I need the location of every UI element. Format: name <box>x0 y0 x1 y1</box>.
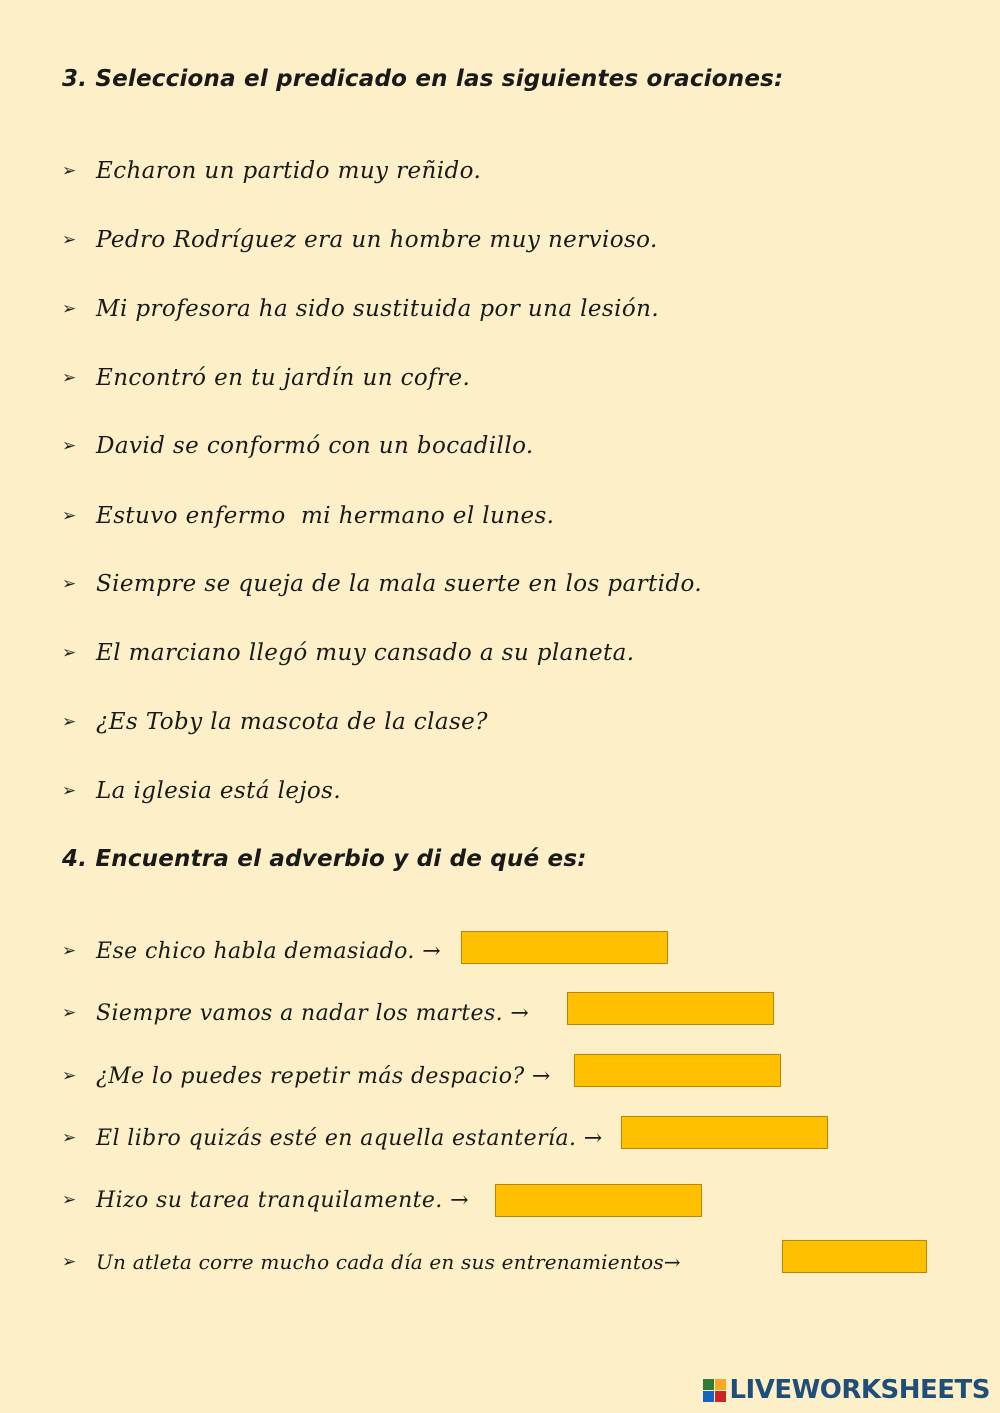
sentence-text: Siempre vamos a nadar los martes. → <box>96 1000 530 1026</box>
answer-input-5[interactable] <box>495 1184 702 1217</box>
predicate-item-9[interactable] <box>62 704 488 740</box>
predicate-item-2[interactable] <box>62 222 658 258</box>
predicate-item-5[interactable] <box>62 428 534 464</box>
answer-input-2[interactable] <box>567 992 774 1025</box>
sentence-text: ¿Me lo puedes repetir más despacio? → <box>96 1063 551 1089</box>
arrow-bullet-icon: ➢ <box>62 161 77 181</box>
arrow-bullet-icon: ➢ <box>62 574 77 594</box>
adverb-item-2 <box>62 995 529 1031</box>
adverb-item-3 <box>62 1058 551 1094</box>
adverb-item-5 <box>62 1182 469 1218</box>
arrow-bullet-icon: ➢ <box>62 1003 77 1023</box>
arrow-bullet-icon: ➢ <box>62 643 77 663</box>
adverb-item-1 <box>62 933 441 969</box>
arrow-bullet-icon: ➢ <box>62 506 77 526</box>
predicate-item-7[interactable] <box>62 566 702 602</box>
arrow-bullet-icon: ➢ <box>62 299 77 319</box>
answer-input-4[interactable] <box>621 1116 828 1149</box>
predicate-item-3[interactable] <box>62 291 659 327</box>
sentence-text[interactable]: David se conformó con un bocadillo. <box>96 433 534 459</box>
sentence-text[interactable]: Estuvo enfermo mi hermano el lunes. <box>96 503 555 529</box>
arrow-bullet-icon: ➢ <box>62 781 77 801</box>
arrow-bullet-icon: ➢ <box>62 941 77 961</box>
adverb-item-4 <box>62 1120 603 1156</box>
logo-text: LIVEWORKSHEETS <box>729 1375 990 1405</box>
arrow-bullet-icon: ➢ <box>62 1190 77 1210</box>
liveworksheets-mark-icon <box>703 1379 726 1402</box>
adverb-item-6 <box>62 1244 681 1280</box>
section-4-heading: 4. Encuentra el adverbio y di de qué es: <box>62 846 587 872</box>
arrow-bullet-icon: ➢ <box>62 712 77 732</box>
sentence-text[interactable]: ¿Es Toby la mascota de la clase? <box>96 709 488 735</box>
sentence-text[interactable]: Mi profesora ha sido sustituida por una lesión. <box>96 296 660 322</box>
sentence-text: Ese chico habla demasiado. → <box>96 938 442 964</box>
liveworksheets-logo <box>703 1375 990 1405</box>
answer-input-1[interactable] <box>461 931 668 964</box>
arrow-bullet-icon: ➢ <box>62 1128 77 1148</box>
predicate-item-1[interactable] <box>62 153 481 189</box>
answer-input-6[interactable] <box>782 1240 927 1273</box>
section-3-heading: 3. Selecciona el predicado en las siguientes oraciones: <box>62 66 784 92</box>
predicate-item-4[interactable] <box>62 360 470 396</box>
predicate-item-6[interactable] <box>62 498 554 534</box>
sentence-text: El libro quizás esté en aquella estantería. → <box>96 1125 603 1151</box>
arrow-bullet-icon: ➢ <box>62 1066 77 1086</box>
sentence-text[interactable]: La iglesia está lejos. <box>96 778 342 804</box>
arrow-bullet-icon: ➢ <box>62 1252 77 1272</box>
sentence-text[interactable]: Encontró en tu jardín un cofre. <box>96 365 471 391</box>
sentence-text: Un atleta corre mucho cada día en sus entrenamientos→ <box>96 1250 681 1274</box>
sentence-text[interactable]: El marciano llegó muy cansado a su planeta. <box>96 640 635 666</box>
arrow-bullet-icon: ➢ <box>62 436 77 456</box>
sentence-text[interactable]: Siempre se queja de la mala suerte en los partido. <box>96 571 703 597</box>
arrow-bullet-icon: ➢ <box>62 368 77 388</box>
sentence-text[interactable]: Pedro Rodríguez era un hombre muy nervioso. <box>96 227 658 253</box>
sentence-text[interactable]: Echaron un partido muy reñido. <box>96 158 482 184</box>
sentence-text: Hizo su tarea tranquilamente. → <box>96 1187 469 1213</box>
answer-input-3[interactable] <box>574 1054 781 1087</box>
predicate-item-8[interactable] <box>62 635 634 671</box>
predicate-item-10[interactable] <box>62 773 341 809</box>
arrow-bullet-icon: ➢ <box>62 230 77 250</box>
